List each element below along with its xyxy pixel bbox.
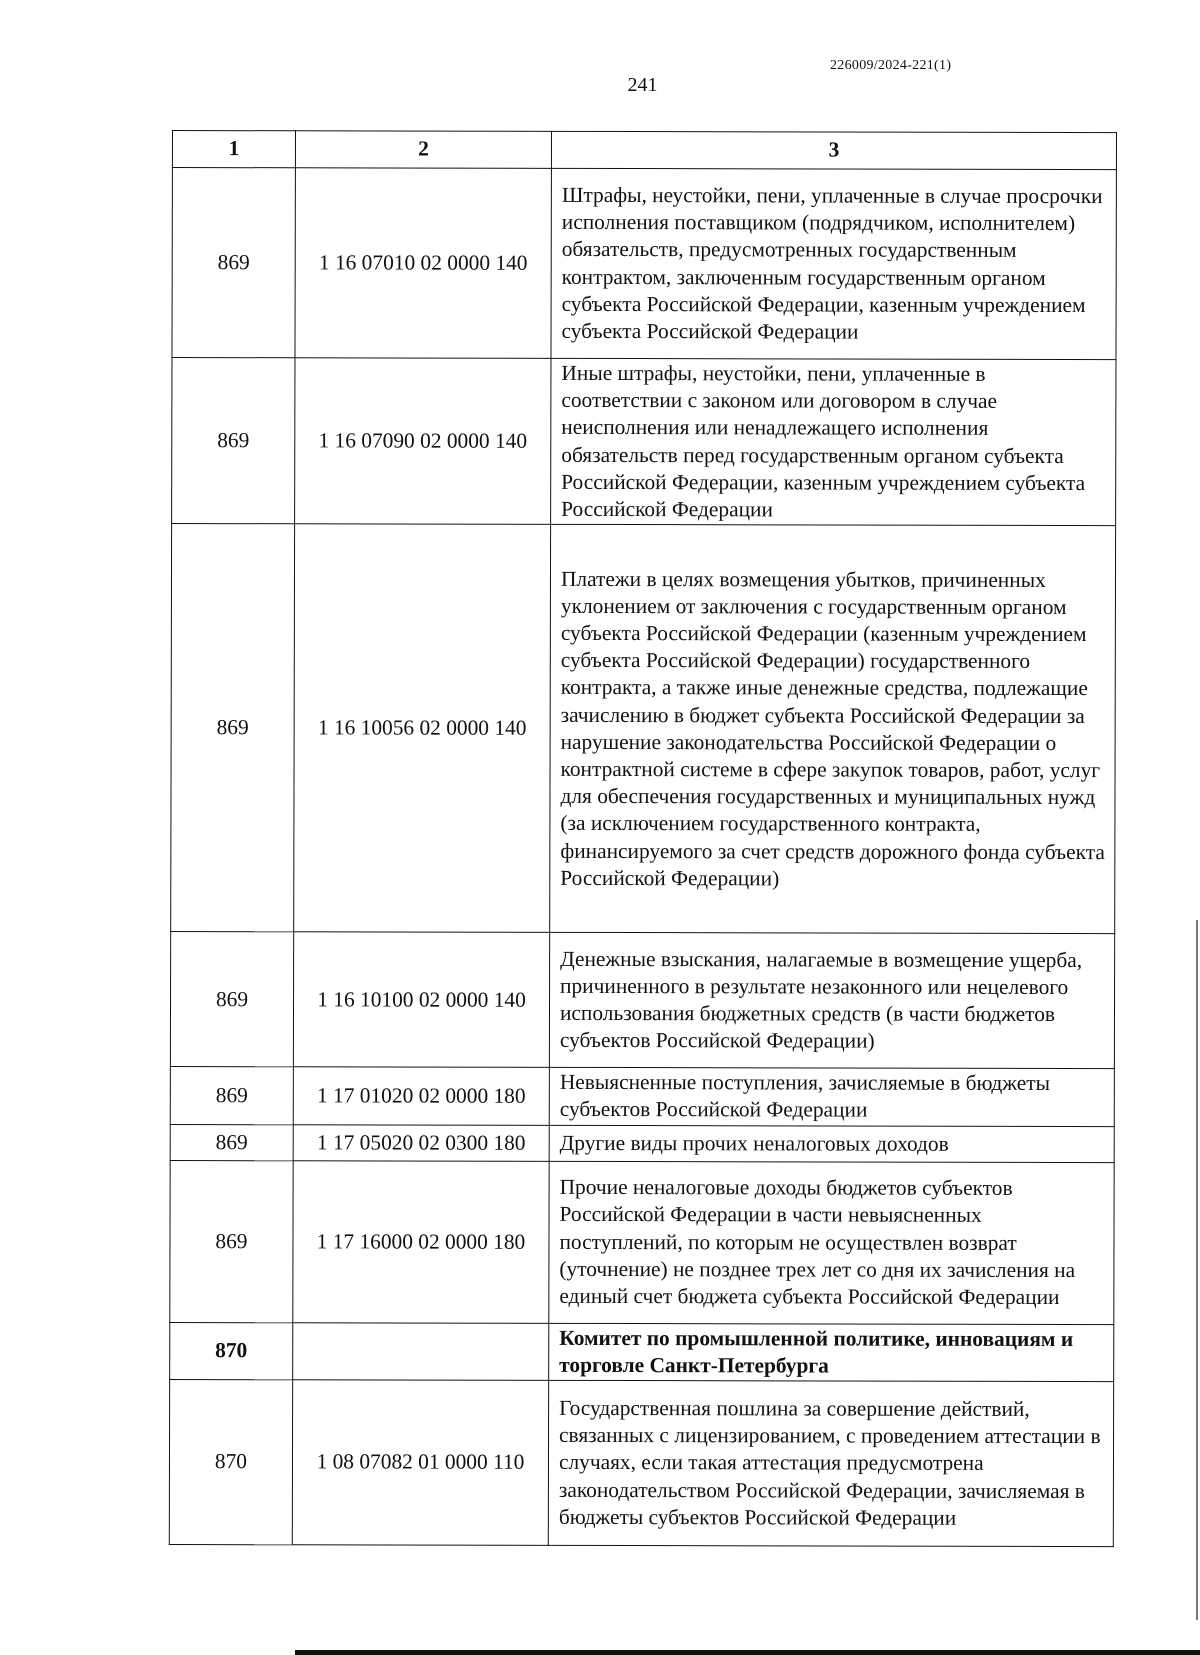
committee-name-cell: Комитет по промышленной политике, инновациям и торговле Санкт-Петербурга (549, 1323, 1114, 1382)
table-row (170, 1067, 1114, 1127)
table-row (171, 524, 1116, 934)
admin-code-cell: 869 (170, 932, 293, 1067)
document-registration-number: 226009/2024-221(1) (830, 58, 952, 73)
description-cell: Невыясненные поступления, зачисляемые в бюджеты субъектов Российской Федерации (549, 1068, 1114, 1127)
admin-code-cell: 869 (172, 168, 295, 358)
table-row-section-heading (170, 1322, 1114, 1382)
admin-code-cell: 870 (170, 1322, 293, 1380)
admin-code-cell: 869 (170, 1160, 293, 1322)
table-row (170, 932, 1114, 1069)
admin-code-cell: 870 (169, 1380, 292, 1545)
admin-code-cell: 869 (172, 358, 295, 524)
admin-code-cell: 869 (170, 1124, 293, 1160)
description-cell: Другие виды прочих неналоговых доходов (549, 1125, 1114, 1162)
page-number: 241 (627, 74, 658, 96)
table-row (169, 1380, 1113, 1547)
table-row (170, 1124, 1114, 1162)
admin-code-cell: 869 (171, 524, 295, 932)
table-header-row (172, 131, 1116, 170)
revenue-code-cell: 1 17 01020 02 0000 180 (293, 1067, 549, 1125)
column-header-2: 2 (295, 131, 551, 169)
revenue-code-cell: 1 16 10100 02 0000 140 (293, 932, 549, 1068)
column-header-3: 3 (551, 131, 1116, 169)
revenue-code-cell (293, 1322, 549, 1380)
description-cell: Прочие неналоговые доходы бюджетов субъектов Российской Федерации в части невыясненных поступлений, по которым не осуществлен возврат (уточнение) не позднее трех лет со дня их зачисления на единый счет бюджета субъекта Российской Федерации (549, 1161, 1114, 1324)
table-row (170, 1160, 1114, 1324)
revenue-code-cell: 1 16 10056 02 0000 140 (294, 524, 551, 933)
budget-revenue-table (169, 130, 1117, 1547)
revenue-code-cell: 1 16 07010 02 0000 140 (295, 168, 551, 359)
description-cell: Платежи в целях возмещения убытков, причиненных уклонением от заключения с государственным органом субъекта Российской Федерации (казенным учреждением субъекта Российской Федерации) государственного контракта, а также иные денежные средства, подлежащие зачислению в бюджет субъекта Российской Федерации за нарушение законодательства Российской Федерации о контрактной системе в сфере закупок товаров, работ, услуг для обеспечения государственных и муниципальных нужд (за исключением государственного контракта, финансируемого за счет средств дорожного фонда субъекта Российской Федерации) (550, 525, 1116, 934)
description-cell: Денежные взыскания, налагаемые в возмещение ущерба, причиненного в результате незаконного или нецелевого использования бюджетных средств (в части бюджетов субъектов Российской Федерации) (549, 933, 1114, 1069)
admin-code-cell: 869 (170, 1067, 293, 1125)
scan-edge-shadow (1196, 920, 1198, 1620)
column-header-1: 1 (172, 131, 295, 168)
revenue-code-cell: 1 17 05020 02 0300 180 (293, 1124, 549, 1161)
revenue-code-cell: 1 17 16000 02 0000 180 (293, 1160, 549, 1323)
description-cell: Государственная пошлина за совершение действий, связанных с лицензированием, с проведением аттестации в случаях, если такая аттестация предусмотрена законодательством Российской Федерации, зачисляемая в бюджеты субъектов Российской Федерации (548, 1380, 1113, 1546)
scan-bottom-edge (295, 1650, 1200, 1655)
revenue-code-cell: 1 16 07090 02 0000 140 (295, 358, 551, 525)
description-cell: Штрафы, неустойки, пени, уплаченные в случае просрочки исполнения поставщиком (подрядчиком, исполнителем) обязательств, предусмотренных государственным контрактом, заключенным государственным органом субъекта Российской Федерации, казенным учреждением субъекта Российской Федерации (551, 168, 1116, 359)
table-row (172, 168, 1116, 360)
description-cell: Иные штрафы, неустойки, пени, уплаченные в соответствии с законом или договором в случае неисполнения или ненадлежащего исполнения обязательств перед государственным органом субъекта Российской Федерации, казенным учреждением субъекта Российской Федерации (551, 358, 1116, 526)
table-row (172, 358, 1116, 526)
revenue-code-cell: 1 08 07082 01 0000 110 (292, 1380, 548, 1546)
